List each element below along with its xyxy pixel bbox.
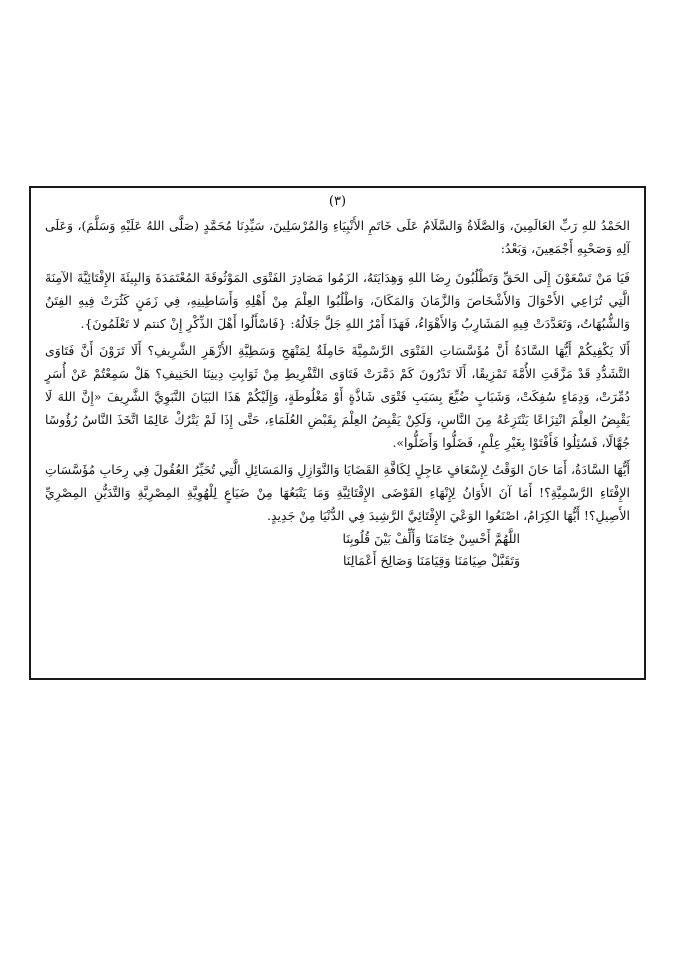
content-frame (29, 186, 646, 680)
opening-paragraph: الحَمْدُ للهِ رَبِّ العَالَمِينَ، وَالصَّلَاةُ وَالسَّلَامُ عَلَى خَاتَمِ الأَنْبِيَاءِ وَالمُرْسَلِينَ، سَيِّدِنَا مُحَمَّدٍ (صَلَّى اللهُ عَلَيْهِ وَسَلَّمَ)، وَعَلَى آلِهِ وَصَحْبِهِ أَجْمَعِينَ، وَبَعْدُ: (45, 218, 630, 256)
paragraph-official-institutions: أَلَا يَكْفِيكُمْ أَيُّهَا السَّادَةُ أَنَّ مُؤَسَّسَاتِ الفَتْوَى الرَّسْمِيَّةَ حَامِلَةٌ لِمَنْهَجِ وَسَطِيَّةِ الأَزْهَرِ الشَّرِيفِ؟ أَلَا تَرَوْنَ أَنَّ فَتَاوَى التَّشَدُّدِ قَدْ مَزَّقَتِ الأُمَّةَ تَمْزِيقًا، أَلَا تَدْرُونَ كَمْ دَمَّرَتْ فَتَاوَى التَّفْرِيطِ مِنْ ثَوَابِتِ دِينِنَا الحَنِيفِ؟ هَلْ سَمِعْتُمْ عَنْ أُسَرٍ دُمِّرَتْ، وَدِمَاءٍ سُفِكَتْ، وَشَبَابٍ ضُيِّعَ بِسَبَبِ فَتْوَى شَاذَّةٍ أَوْ مَغْلُوطَةٍ، وَإِلَيْكُمْ هَذَا البَيَانَ النَّبَوِيَّ الشَّرِيفَ «إِنَّ اللهَ لَا يَقْبِضُ العِلْمَ انْتِزَاعًا يَنْتَزِعُهُ مِنَ النَّاسِ، وَلَكِنْ يَقْبِضُ العِلْمَ بِقَبْضِ العُلَمَاءِ، حَتَّى إِذَا لَمْ يَتْرُكْ عَالِمًا اتَّخَذَ النَّاسُ رُؤُوسًا جُهَّالًا، فَسُئِلُوا فَأَفْتَوْا بِغَيْرِ عِلْمٍ، فَضَلُّوا وَأَضَلُّوا». (45, 343, 630, 450)
paragraph-call-to-action: أَيُّهَا السَّادَةُ، أَمَا حَانَ الوَقْتُ لِإِسْعَافٍ عَاجِلٍ لِكَافَّةِ القَضَايَا وَالنَّوَازِلِ وَالمَسَائِلِ الَّتِي تُحَيِّرُ العُقُولَ فِي رِحَابِ مُؤَسَّسَاتِ الإِفْتَاءِ الرَّسْمِيَّةِ؟! أَمَا آنَ الأَوَانُ لِإِنْهَاءِ الفَوْضَى الإِفْتَائِيَّةِ وَمَا يَتْبَعُهَا مِنْ ضَيَاعٍ لِلْهُوِيَّةِ المِصْرِيَّةِ وَالتَّدَيُّنِ المِصْرِيِّ الأَصِيلِ؟! أَيُّهَا الكِرَامُ، اصْنَعُوا الوَعْيَ الإِفْتَائِيَّ الرَّشِيدَ فِي الدُّنْيَا مِنْ جَدِيدٍ. (45, 462, 630, 523)
paragraph-fatwa-sources: فَيَا مَنْ تَسْعَوْنَ إِلَى الحَقِّ وَتَطْلُبُونَ رِضَا اللهِ وَهِدَايَتَهُ، الزَمُوا مَصَادِرَ الفَتْوَى المَوْثُوقَةَ المُعْتَمَدَةَ وَالبِيئَةَ الإِفْتَائِيَّةَ الآمِنَةَ الَّتِي تُرَاعِي الأَحْوَالَ وَالأَشْخَاصَ وَالزَّمَانَ وَالمَكَانَ، وَاطْلُبُوا العِلْمَ مِنْ أَهْلِهِ وَأَسَاطِينِهِ، فِي زَمَنٍ كَثُرَتْ فِيهِ الفِتَنُ وَالشُّبُهَاتُ، وَتَعَدَّدَتْ فِيهِ المَشَارِبُ وَالأَهْوَاءُ، فَهَذَا أَمْرُ اللهِ جَلَّ جَلَالُهُ: {فَاسْأَلُوا أَهْلَ الذِّكْرِ إِنْ كنتم لا تَعْلَمُونَ}. (45, 270, 630, 331)
prayer-line: اللَّهُمَّ أَحْسِنْ خِتَامَنَا وَأَلِّفْ بَيْنَ قُلُوبِنَا (342, 531, 520, 546)
page-number: (٣) (328, 194, 347, 209)
prayer-line: وَتَقَبَّلْ صِيَامَنَا وَقِيَامَنَا وَصَالِحَ أَعْمَالِنَا (342, 553, 520, 568)
